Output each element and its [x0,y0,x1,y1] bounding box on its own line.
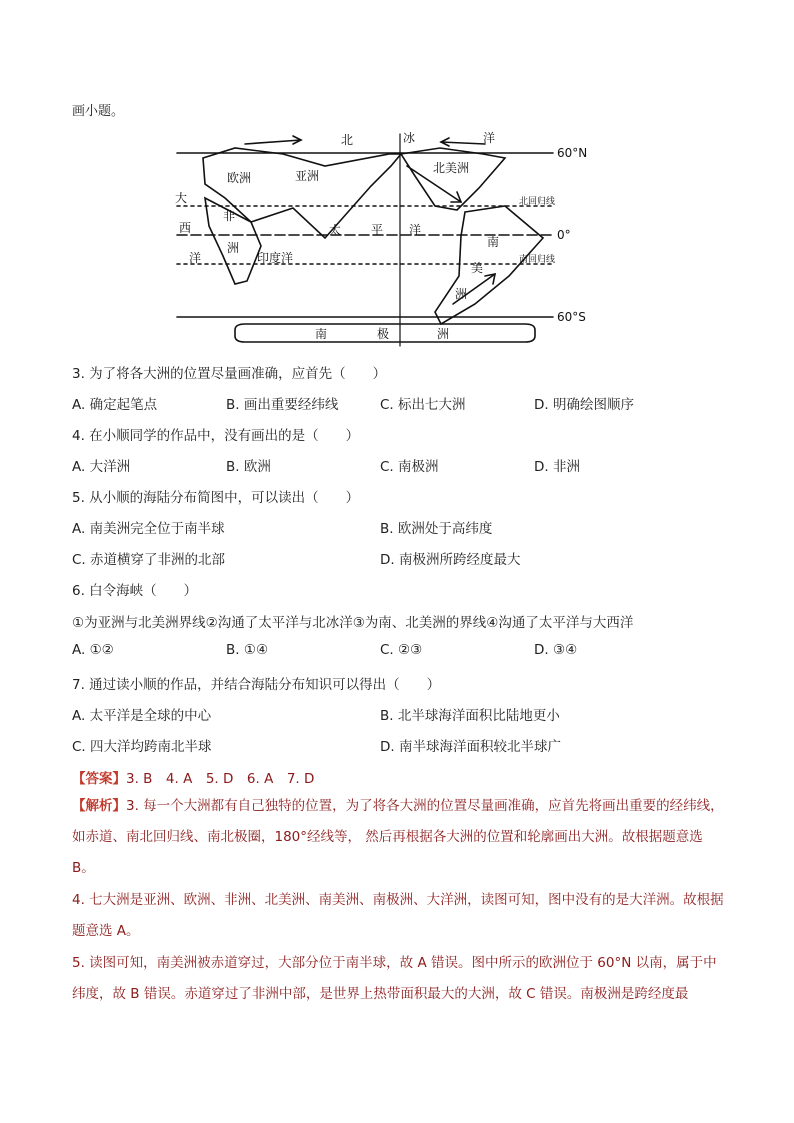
label-africa-1: 非 [223,209,236,223]
question-3-option-c: C. 标出七大洲 [380,397,466,413]
question-5-stem: 5. 从小顺的海陆分布简图中，可以读出（ ） [72,490,360,506]
label-atlantic-1: 大 [175,191,188,205]
question-5-option-c: C. 赤道横穿了非洲的北部 [72,552,226,568]
question-7-option-b: B. 北半球海洋面积比陆地更小 [380,708,560,724]
analysis-4: 4. 七大洲是亚洲、欧洲、非洲、北美洲、南美洲、南极洲、大洋洲，读图可知，图中没有的是大洋洲。故根据题意选 A。 [72,892,724,939]
label-indian-ocean: 印度洋 [257,251,294,265]
analysis-label: 【解析】 [72,798,126,814]
label-equator: 0° [557,228,571,242]
analysis-3 [72,791,724,884]
label-antarctica-1: 南 [315,327,328,341]
label-60s: 60°S [557,310,586,324]
question-4-option-b: B. 欧洲 [226,459,271,475]
question-4-option-d: D. 非洲 [534,459,580,475]
label-arctic-1: 北 [341,133,354,147]
label-tropic-s: 南回归线 [519,255,556,265]
label-north-america: 北美洲 [433,161,470,175]
south-america-outline [435,206,543,324]
label-antarctica-3: 洲 [437,327,450,341]
label-europe: 欧洲 [227,171,252,185]
analysis-5: 5. 读图可知，南美洲被赤道穿过，大部分位于南半球，故 A 错误。图中所示的欧洲位于 60°N 以南，属于中纬度，故 B 错误。赤道穿过了非洲中部，是世界上热带面积最大的大洲，故 C 错误。南极洲是跨经度最 [72,955,717,1002]
answer-label: 【答案】 [72,771,126,787]
label-60n: 60°N [557,146,588,160]
question-6-statement: ①为亚洲与北美洲界线②沟通了太平洋与北冰洋③为南、北美洲的界线④沟通了太平洋与大西洋 [72,615,634,631]
label-south-america-1: 南 [487,235,500,249]
hand-drawn-map-sketch [165,126,605,354]
question-7-option-a: A. 太平洋是全球的中心 [72,708,212,724]
label-arctic-2: 冰 [403,131,416,145]
question-4-option-a: A. 大洋洲 [72,459,131,475]
question-3-option-a: A. 确定起笔点 [72,397,158,413]
question-5-option-d: D. 南极洲所跨经度最大 [380,552,521,568]
label-antarctica-2: 极 [377,327,390,341]
label-south-america-2: 美 [471,261,484,275]
question-6-option-b: B. ①④ [226,642,269,658]
label-pacific-2: 平 [371,223,384,237]
question-3-option-d: D. 明确绘图顺序 [534,397,634,413]
intro-text: 画小题。 [72,104,125,119]
question-4-stem: 4. 在小顺同学的作品中，没有画出的是（ ） [72,428,360,444]
question-7-option-c: C. 四大洋均跨南北半球 [72,739,212,755]
label-atlantic-2: 西 [179,221,192,235]
question-3-option-b: B. 画出重要经纬线 [226,397,339,413]
question-6-option-d: D. ③④ [534,642,578,658]
drawing-arrow [441,142,485,144]
question-5-option-a: A. 南美洲完全位于南半球 [72,521,225,537]
answer-line [72,767,314,787]
north-america-outline [401,148,505,210]
label-africa-2: 洲 [227,241,240,255]
label-pacific-3: 洋 [409,223,422,237]
question-6-option-a: A. ①② [72,642,114,658]
answer-text: 3. B 4. A 5. D 6. A 7. D [126,771,315,787]
question-6-option-c: C. ②③ [380,642,423,658]
label-arctic-3: 洋 [483,131,496,145]
question-6-stem: 6. 白令海峡（ ） [72,583,198,599]
question-4-option-c: C. 南极洲 [380,459,439,475]
analysis-3-text: 3. 每一个大洲都有自己独特的位置，为了将各大洲的位置尽量画准确，应首先将画出重要的经纬线，如赤道、南北回归线、南北极圈，180°经线等， 然后再根据各大洲的位置和轮廓画出大洲。故根据题意选 B。 [72,798,724,876]
label-asia: 亚洲 [295,169,320,183]
label-atlantic-3: 洋 [189,251,202,265]
label-tropic-n: 北回归线 [519,197,556,207]
question-3-stem: 3. 为了将各大洲的位置尽量画准确，应首先（ ） [72,366,387,382]
question-5-option-b: B. 欧洲处于高纬度 [380,521,493,537]
question-7-stem: 7. 通过读小顺的作品，并结合海陆分布知识可以得出（ ） [72,677,441,693]
label-pacific-1: 太 [329,223,342,237]
question-7-option-d: D. 南半球海洋面积较北半球广 [380,739,561,755]
label-south-america-3: 洲 [455,287,468,301]
